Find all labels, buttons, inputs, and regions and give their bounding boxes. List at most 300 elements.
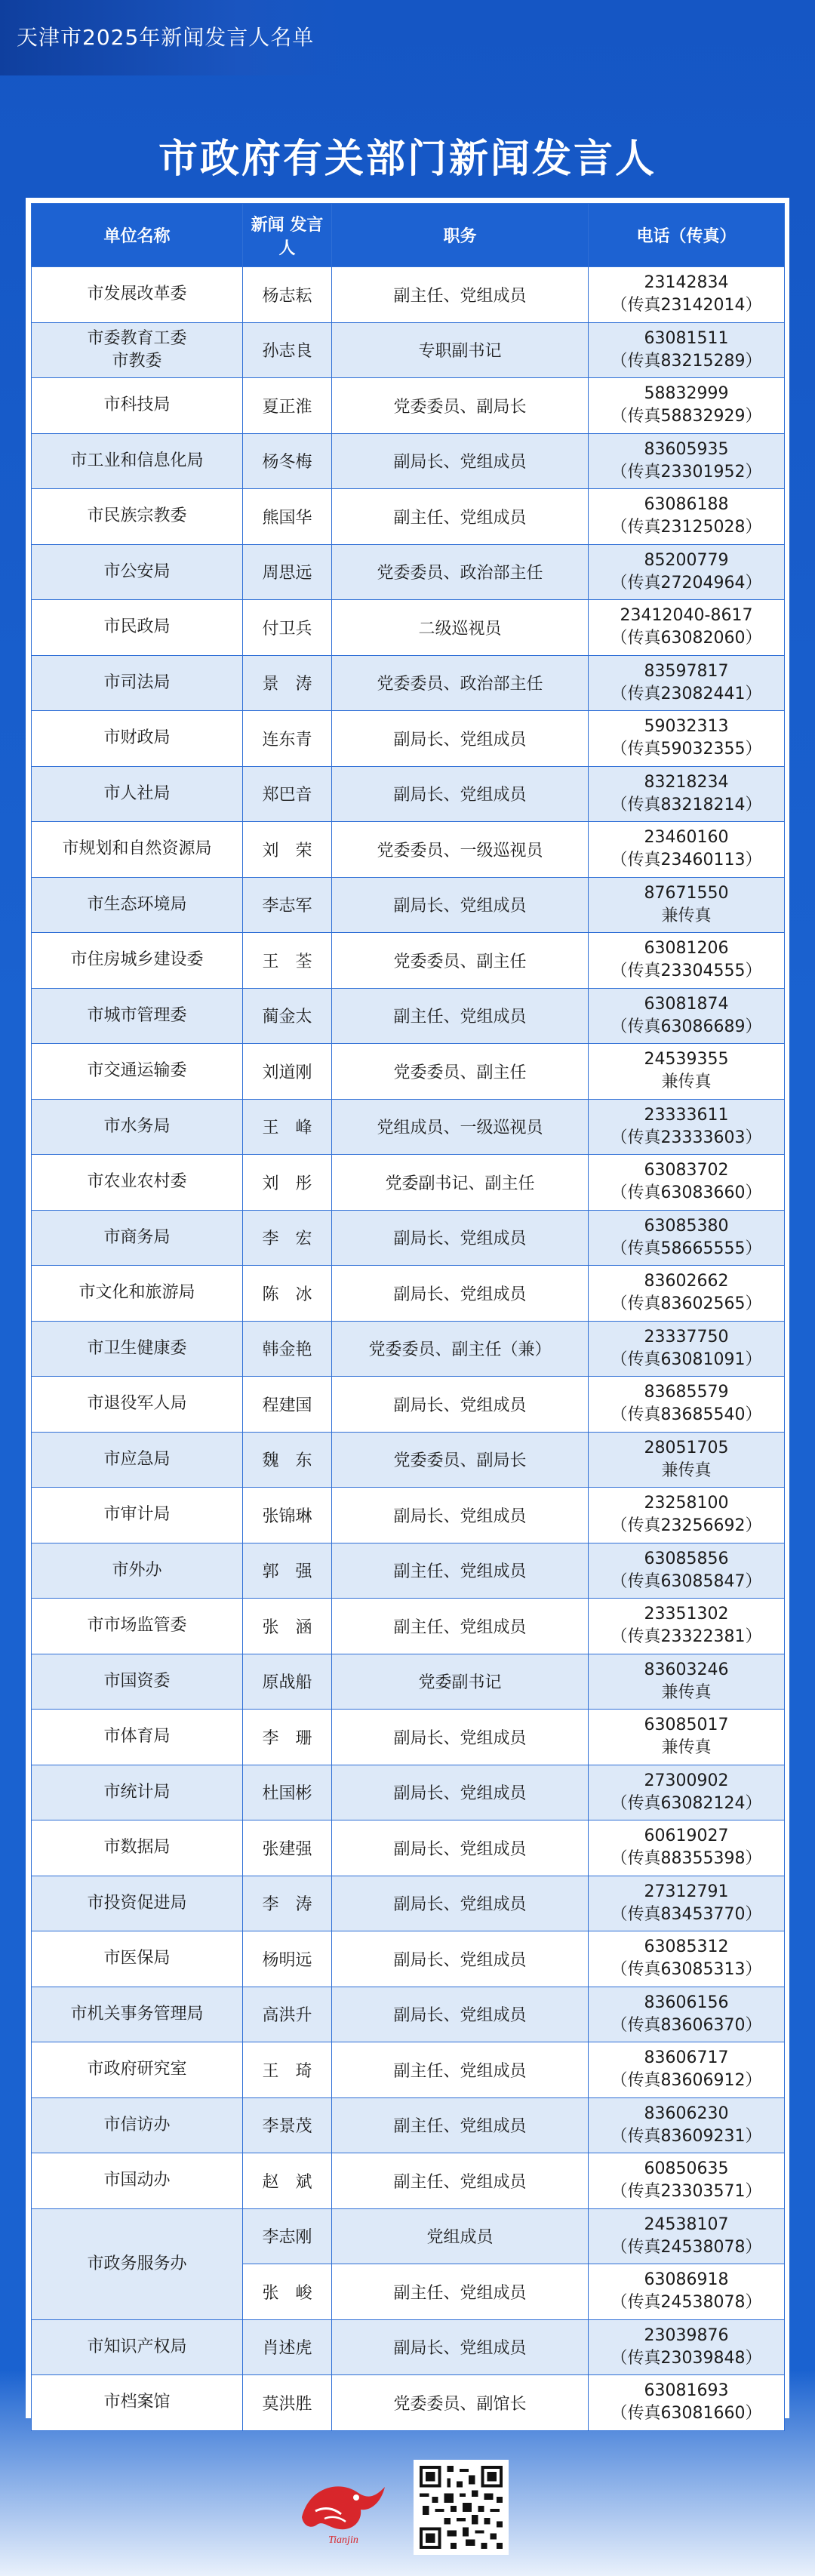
logo-wordmark: Tianjin	[328, 2534, 358, 2546]
cell-unit-line: 市教委	[112, 351, 162, 371]
cell-phone	[589, 1876, 785, 1931]
table-row	[32, 711, 785, 767]
table-body	[32, 267, 785, 2431]
cell-phone-line: （传真83218214）	[610, 795, 762, 814]
cell-post: 副主任、党组成员	[332, 2264, 589, 2320]
table-row	[32, 1987, 785, 2042]
cell-unit-line: 市城市管理委	[87, 1005, 187, 1025]
cell-unit	[32, 600, 243, 656]
cell-unit	[32, 2208, 243, 2319]
cell-unit-line: 市工业和信息化局	[70, 451, 204, 470]
cell-phone	[589, 1099, 785, 1155]
cell-phone-line: 兼传真	[661, 1073, 712, 1092]
top-tag: 天津市2025年新闻发言人名单	[0, 0, 341, 75]
cell-unit-line: 市委教育工委	[87, 328, 187, 348]
cell-phone-line: 83606717	[644, 2048, 729, 2068]
cell-unit-line: 市市场监管委	[87, 1616, 187, 1636]
cell-phone-line: （传真63085313）	[610, 1960, 762, 1980]
cell-phone-line: （传真63081091）	[610, 1350, 762, 1369]
table-row	[32, 877, 785, 933]
cell-unit-line: 市退役军人局	[87, 1394, 187, 1414]
cell-phone-line: （传真23142014）	[610, 296, 762, 315]
cell-post: 副局长、党组成员	[332, 1266, 589, 1322]
cell-unit	[32, 655, 243, 711]
cell-unit	[32, 267, 243, 323]
cell-phone-line: 63083702	[644, 1161, 729, 1180]
cell-phone	[589, 877, 785, 933]
cell-unit	[32, 1987, 243, 2042]
cell-phone	[589, 1931, 785, 1987]
cell-unit-line: 市统计局	[103, 1782, 171, 1802]
cell-phone-line: （传真63086689）	[610, 1017, 762, 1036]
cell-phone-line: 63085017	[644, 1716, 729, 1735]
cell-post: 副局长、党组成员	[332, 1488, 589, 1543]
cell-phone-line: 63085856	[644, 1549, 729, 1568]
cell-phone-line: （传真83685540）	[610, 1405, 762, 1425]
cell-spokesperson: 熊国华	[243, 489, 332, 545]
cell-spokesperson: 赵 斌	[243, 2153, 332, 2209]
cell-phone-line: 23039876	[644, 2325, 729, 2345]
cell-phone	[589, 2319, 785, 2375]
cell-phone-line: 83606156	[644, 1993, 729, 2012]
cell-spokesperson: 景 涛	[243, 655, 332, 711]
cell-phone-line: 60850635	[644, 2159, 729, 2179]
cell-unit	[32, 1099, 243, 1155]
cell-phone-line: 63081511	[644, 328, 729, 348]
cell-phone-line: 24539355	[644, 1050, 729, 1069]
cell-phone	[589, 711, 785, 767]
cell-post: 副局长、党组成员	[332, 1377, 589, 1433]
header-unit: 单位名称	[32, 204, 243, 267]
cell-unit	[32, 1377, 243, 1433]
cell-spokesperson: 肖述虎	[243, 2319, 332, 2375]
cell-phone	[589, 1543, 785, 1599]
footer	[0, 2442, 815, 2576]
cell-unit	[32, 1710, 243, 1765]
cell-phone	[589, 2042, 785, 2098]
cell-spokesperson: 杜国彬	[243, 1765, 332, 1820]
cell-phone-line: （传真23322381）	[610, 1627, 762, 1647]
cell-phone-line: 兼传真	[661, 1682, 712, 1702]
table-row	[32, 1876, 785, 1931]
table-row	[32, 1543, 785, 1599]
table-row	[32, 433, 785, 489]
cell-unit	[32, 1820, 243, 1876]
cell-post: 副主任、党组成员	[332, 1543, 589, 1599]
cell-unit	[32, 2375, 243, 2431]
cell-spokesperson: 李 珊	[243, 1710, 332, 1765]
cell-post: 党委委员、一级巡视员	[332, 822, 589, 878]
cell-post: 副局长、党组成员	[332, 1931, 589, 1987]
cell-phone-line: 27312791	[644, 1882, 729, 1901]
cell-unit-line: 市政务服务办	[87, 2254, 187, 2273]
cell-phone-line: （传真63083660）	[610, 1183, 762, 1203]
cell-phone-line: 63085312	[644, 1937, 729, 1957]
cell-spokesperson: 刘道刚	[243, 1044, 332, 1100]
cell-phone-line: 23258100	[644, 1494, 729, 1513]
tianjin-logo-icon	[287, 2464, 400, 2547]
cell-phone-line: （传真23303571）	[610, 2182, 762, 2202]
table-row	[32, 2208, 785, 2264]
cell-spokesperson: 郑巴音	[243, 766, 332, 822]
table-row	[32, 2042, 785, 2098]
cell-unit	[32, 2153, 243, 2209]
cell-spokesperson: 王 峰	[243, 1099, 332, 1155]
header-spokesperson-line1: 新闻	[251, 215, 284, 235]
cell-post: 副局长、党组成员	[332, 433, 589, 489]
cell-phone	[589, 2375, 785, 2431]
cell-phone-line: 兼传真	[661, 1738, 712, 1758]
cell-unit-line: 市民政局	[103, 617, 171, 637]
cell-phone-line: 83603246	[644, 1660, 729, 1679]
cell-phone	[589, 822, 785, 878]
table-row	[32, 1820, 785, 1876]
cell-phone-line: （传真27204964）	[610, 573, 762, 592]
cell-unit	[32, 489, 243, 545]
cell-phone	[589, 489, 785, 545]
table-row	[32, 1321, 785, 1377]
cell-post: 党委委员、副局长	[332, 378, 589, 434]
cell-phone-line: 58832999	[644, 384, 729, 404]
cell-spokesperson: 杨明远	[243, 1931, 332, 1987]
cell-phone-line: 83605935	[644, 439, 729, 459]
cell-phone	[589, 1987, 785, 2042]
cell-spokesperson: 李 涛	[243, 1876, 332, 1931]
cell-phone	[589, 1044, 785, 1100]
cell-phone-line: （传真63082124）	[610, 1793, 762, 1813]
cell-post: 副局长、党组成员	[332, 1876, 589, 1931]
cell-phone-line: （传真83606912）	[610, 2071, 762, 2091]
cell-phone-line: 23142834	[644, 273, 729, 293]
cell-unit-line: 市科技局	[103, 395, 171, 415]
cell-unit-line: 市政府研究室	[87, 2060, 187, 2079]
cell-unit-line: 市外办	[112, 1560, 162, 1580]
cell-post: 副局长、党组成员	[332, 2319, 589, 2375]
cell-unit	[32, 822, 243, 878]
cell-unit-line: 市水务局	[103, 1116, 171, 1136]
cell-phone	[589, 267, 785, 323]
cell-phone	[589, 1377, 785, 1433]
cell-spokesperson: 张 涵	[243, 1599, 332, 1654]
table-row	[32, 2153, 785, 2209]
cell-unit-line: 市应急局	[103, 1449, 171, 1469]
cell-phone-line: 85200779	[644, 550, 729, 570]
cell-post: 副主任、党组成员	[332, 489, 589, 545]
cell-spokesperson: 程建国	[243, 1377, 332, 1433]
cell-unit	[32, 1654, 243, 1710]
cell-post: 党组成员、一级巡视员	[332, 1099, 589, 1155]
cell-phone	[589, 1488, 785, 1543]
cell-phone	[589, 2264, 785, 2320]
cell-phone	[589, 988, 785, 1044]
cell-phone	[589, 655, 785, 711]
cell-spokesperson: 高洪升	[243, 1987, 332, 2042]
cell-phone-line: （传真23304555）	[610, 962, 762, 981]
cell-unit-line: 市知识产权局	[87, 2337, 187, 2356]
cell-phone	[589, 2153, 785, 2209]
cell-post: 党委副书记、副主任	[332, 1155, 589, 1211]
cell-unit	[32, 544, 243, 600]
cell-phone-line: 59032313	[644, 717, 729, 737]
cell-spokesperson: 蔺金太	[243, 988, 332, 1044]
table-row	[32, 267, 785, 323]
cell-phone	[589, 1432, 785, 1488]
cell-phone	[589, 1765, 785, 1820]
cell-unit	[32, 378, 243, 434]
cell-post: 副局长、党组成员	[332, 1820, 589, 1876]
cell-phone-line: （传真24538078）	[610, 2237, 762, 2257]
cell-post: 党委委员、政治部主任	[332, 655, 589, 711]
cell-phone-line: 23412040-8617	[620, 606, 753, 626]
cell-unit-line: 市国资委	[103, 1671, 171, 1691]
cell-phone-line: （传真23082441）	[610, 684, 762, 703]
cell-phone-line: （传真63085847）	[610, 1571, 762, 1591]
table-row	[32, 544, 785, 600]
cell-spokesperson: 李志军	[243, 877, 332, 933]
cell-post: 党委副书记	[332, 1654, 589, 1710]
table-row	[32, 1044, 785, 1100]
cell-post: 副局长、党组成员	[332, 766, 589, 822]
cell-unit	[32, 1765, 243, 1820]
spokesperson-table	[31, 203, 785, 2431]
cell-unit	[32, 1155, 243, 1211]
table-row	[32, 2375, 785, 2431]
cell-unit-line: 市数据局	[103, 1838, 171, 1857]
cell-post: 党委委员、副局长	[332, 1432, 589, 1488]
table-row	[32, 1377, 785, 1433]
cell-spokesperson: 王 琦	[243, 2042, 332, 2098]
cell-unit	[32, 1321, 243, 1377]
cell-phone-line: （传真83215289）	[610, 351, 762, 371]
cell-phone-line: （传真58832929）	[610, 407, 762, 426]
cell-spokesperson: 王 荃	[243, 933, 332, 989]
cell-unit-line: 市信访办	[103, 2115, 171, 2134]
cell-post: 党委委员、副馆长	[332, 2375, 589, 2431]
cell-phone-line: 23337750	[644, 1327, 729, 1346]
cell-post: 副局长、党组成员	[332, 711, 589, 767]
header-spokesperson-line2: 发言人	[278, 215, 324, 258]
table-row	[32, 1710, 785, 1765]
table-row	[32, 1210, 785, 1266]
cell-phone	[589, 544, 785, 600]
cell-unit	[32, 877, 243, 933]
table-row	[32, 600, 785, 656]
cell-phone-line: （传真23125028）	[610, 518, 762, 537]
table-row	[32, 1654, 785, 1710]
cell-post: 副主任、党组成员	[332, 2097, 589, 2153]
cell-phone	[589, 1599, 785, 1654]
cell-post: 党委委员、副主任	[332, 933, 589, 989]
cell-phone	[589, 1210, 785, 1266]
cell-spokesperson: 张锦琳	[243, 1488, 332, 1543]
cell-unit-line: 市生态环境局	[87, 894, 187, 914]
table-row	[32, 1488, 785, 1543]
cell-unit-line: 市投资促进局	[87, 1893, 187, 1913]
cell-post: 副主任、党组成员	[332, 2042, 589, 2098]
cell-unit	[32, 988, 243, 1044]
page-title: 市政府有关部门新闻发言人	[158, 137, 657, 182]
cell-phone	[589, 1654, 785, 1710]
table-row	[32, 933, 785, 989]
cell-unit-line: 市民族宗教委	[87, 506, 187, 526]
cell-phone	[589, 433, 785, 489]
cell-unit	[32, 2319, 243, 2375]
table-row	[32, 822, 785, 878]
cell-unit	[32, 711, 243, 767]
cell-post: 副局长、党组成员	[332, 1210, 589, 1266]
cell-spokesperson: 魏 东	[243, 1432, 332, 1488]
cell-unit	[32, 2042, 243, 2098]
cell-unit-line: 市卫生健康委	[87, 1338, 187, 1358]
table-header-row	[32, 204, 785, 267]
spokesperson-table-frame	[26, 198, 789, 2424]
cell-unit-line: 市医保局	[103, 1949, 171, 1968]
cell-unit-line: 市国动办	[103, 2171, 171, 2190]
cell-phone-line: 28051705	[644, 1438, 729, 1457]
cell-unit-line: 市交通运输委	[87, 1061, 187, 1081]
cell-phone-line: 63085380	[644, 1216, 729, 1236]
cell-phone-line: （传真63081660）	[610, 2404, 762, 2424]
table-row	[32, 2097, 785, 2153]
cell-phone-line: 63086188	[644, 495, 729, 515]
table-row	[32, 1099, 785, 1155]
cell-phone	[589, 933, 785, 989]
cell-phone	[589, 600, 785, 656]
cell-unit-line: 市体育局	[103, 1727, 171, 1747]
cell-spokesperson: 李景茂	[243, 2097, 332, 2153]
cell-spokesperson: 刘 彤	[243, 1155, 332, 1211]
table-row	[32, 378, 785, 434]
cell-post: 专职副书记	[332, 322, 589, 378]
cell-phone-line: 23333611	[644, 1105, 729, 1125]
qr-code-icon	[414, 2460, 509, 2555]
cell-phone-line: 60619027	[644, 1827, 729, 1846]
cell-unit	[32, 1876, 243, 1931]
cell-post: 副主任、党组成员	[332, 2153, 589, 2209]
table-row	[32, 2319, 785, 2375]
table-row	[32, 766, 785, 822]
cell-post: 副主任、党组成员	[332, 1599, 589, 1654]
cell-post: 副局长、党组成员	[332, 1987, 589, 2042]
cell-phone-line: 24538107	[644, 2214, 729, 2234]
table-row	[32, 1155, 785, 1211]
cell-phone-line: 23351302	[644, 1605, 729, 1624]
cell-phone-line: 63081874	[644, 994, 729, 1014]
cell-post: 副局长、党组成员	[332, 1710, 589, 1765]
cell-spokesperson: 郭 强	[243, 1543, 332, 1599]
cell-phone-line: 83218234	[644, 772, 729, 792]
cell-unit-line: 市发展改革委	[87, 285, 187, 304]
cell-phone-line: 63086918	[644, 2270, 729, 2290]
cell-unit	[32, 1266, 243, 1322]
cell-spokesperson: 陈 冰	[243, 1266, 332, 1322]
cell-post: 党委委员、政治部主任	[332, 544, 589, 600]
cell-post: 党委委员、副主任（兼）	[332, 1321, 589, 1377]
cell-phone	[589, 1321, 785, 1377]
cell-unit	[32, 1599, 243, 1654]
cell-unit	[32, 1488, 243, 1543]
cell-unit-line: 市人社局	[103, 783, 171, 803]
cell-spokesperson: 张 峻	[243, 2264, 332, 2320]
cell-unit	[32, 433, 243, 489]
cell-unit	[32, 933, 243, 989]
table-row	[32, 1266, 785, 1322]
table-row	[32, 655, 785, 711]
cell-phone-line: （传真83602565）	[610, 1294, 762, 1314]
table-row	[32, 1765, 785, 1820]
cell-unit-line: 市审计局	[103, 1505, 171, 1525]
cell-spokesperson: 付卫兵	[243, 600, 332, 656]
header-post: 职务	[332, 204, 589, 267]
cell-spokesperson: 李 宏	[243, 1210, 332, 1266]
cell-phone-line: 兼传真	[661, 906, 712, 925]
cell-unit-line: 市机关事务管理局	[70, 2004, 204, 2024]
cell-phone-line: （传真24538078）	[610, 2293, 762, 2313]
cell-spokesperson: 原战船	[243, 1654, 332, 1710]
cell-phone	[589, 378, 785, 434]
cell-spokesperson: 莫洪胜	[243, 2375, 332, 2431]
cell-post: 副局长、党组成员	[332, 1765, 589, 1820]
cell-phone-line: （传真23333603）	[610, 1128, 762, 1147]
cell-post: 副主任、党组成员	[332, 267, 589, 323]
cell-phone	[589, 1820, 785, 1876]
header-phone: 电话（传真）	[589, 204, 785, 267]
cell-phone-line: （传真88355398）	[610, 1849, 762, 1869]
cell-unit	[32, 322, 243, 378]
table-row	[32, 1931, 785, 1987]
cell-spokesperson: 韩金艳	[243, 1321, 332, 1377]
cell-unit-line: 市文化和旅游局	[78, 1283, 195, 1303]
cell-spokesperson: 李志刚	[243, 2208, 332, 2264]
cell-phone-line: （传真58665555）	[610, 1239, 762, 1258]
cell-phone-line: （传真83609231）	[610, 2126, 762, 2146]
cell-unit	[32, 2097, 243, 2153]
cell-spokesperson: 杨冬梅	[243, 433, 332, 489]
header-spokesperson	[243, 204, 332, 267]
cell-unit-line: 市档案馆	[103, 2393, 171, 2412]
cell-phone-line: 83602662	[644, 1272, 729, 1291]
cell-unit	[32, 1044, 243, 1100]
cell-spokesperson: 孙志良	[243, 322, 332, 378]
cell-unit	[32, 1432, 243, 1488]
cell-phone-line: （传真23460113）	[610, 851, 762, 870]
cell-post: 二级巡视员	[332, 600, 589, 656]
cell-spokesperson: 刘 荣	[243, 822, 332, 878]
cell-phone-line: 83597817	[644, 661, 729, 681]
table-row	[32, 1599, 785, 1654]
cell-phone-line: 87671550	[644, 883, 729, 903]
cell-phone-line: 83606230	[644, 2104, 729, 2123]
cell-phone-line: 63081693	[644, 2381, 729, 2401]
cell-unit-line: 市司法局	[103, 672, 171, 692]
cell-phone-line: （传真83606370）	[610, 2015, 762, 2035]
cell-unit-line: 市财政局	[103, 728, 171, 748]
cell-post: 副主任、党组成员	[332, 988, 589, 1044]
cell-spokesperson: 张建强	[243, 1820, 332, 1876]
cell-phone-line: （传真59032355）	[610, 740, 762, 759]
cell-unit-line: 市公安局	[103, 562, 171, 581]
cell-post: 党委委员、副主任	[332, 1044, 589, 1100]
cell-unit	[32, 1210, 243, 1266]
cell-unit-line: 市住房城乡建设委	[70, 950, 204, 970]
cell-phone	[589, 2208, 785, 2264]
cell-phone-line: （传真23039848）	[610, 2348, 762, 2368]
cell-unit	[32, 766, 243, 822]
cell-phone	[589, 1266, 785, 1322]
table-row	[32, 988, 785, 1044]
table-row	[32, 1432, 785, 1488]
cell-phone-line: 83685579	[644, 1383, 729, 1402]
